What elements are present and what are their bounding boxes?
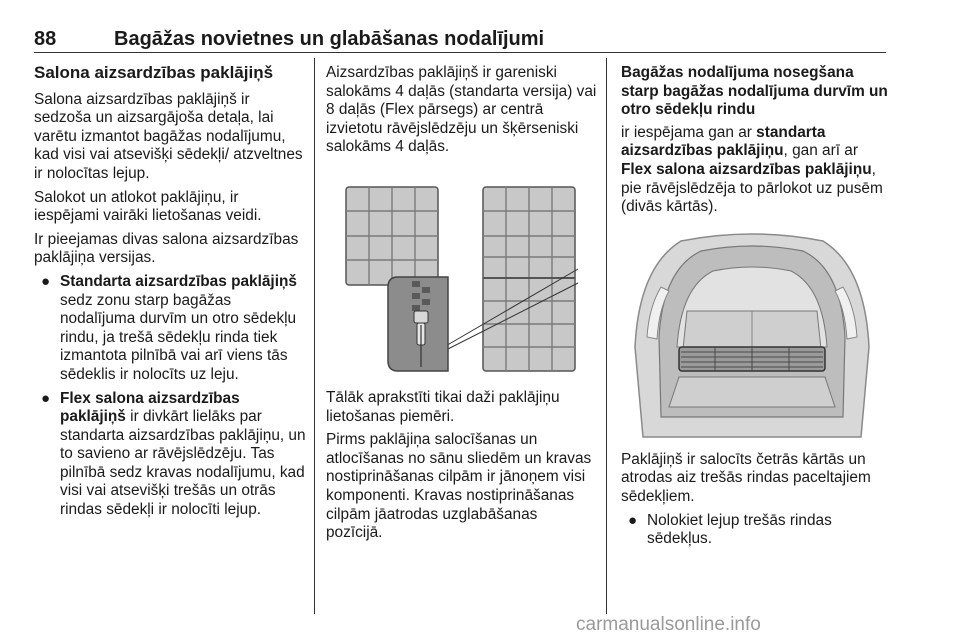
- page-number: 88: [34, 28, 57, 50]
- mat-zipper-illustration: [326, 169, 598, 381]
- trunk-illustration: [621, 227, 883, 439]
- paragraph-preparation: Pirms paklājiņa salocīšanas un atlocīšanas no sānu sliedēm un kravas nostiprināšanas cilpām ir jānoņem visi komponenti. Kravas nostiprināšanas cilpām jāatrodas uzglabāšanas pozīcijā.: [326, 431, 592, 542]
- column-middle: [326, 64, 598, 548]
- description-standard-mat: sedz zonu starp bagāžas nodalījuma durvīm un otro sēdekļu rindu, ja trešā sēdekļu rinda tiek izmantota pilnībā vai arī viens tās sēdeklis ir nolocīts uz leju.: [60, 291, 297, 383]
- term-flex-mat: Flex salona aizsardzības paklājiņu: [621, 160, 872, 178]
- bullet-icon: ●: [41, 389, 51, 407]
- paragraph-folded-position: Paklājiņš ir salocīts četrās kārtās un atrodas aiz trešās rindas paceltajiem sēdekļiem.: [621, 450, 871, 505]
- column-divider-left: [314, 58, 315, 614]
- subsection-title: Bagāžas nodalījuma nosegšana starp bagāžas nodalījuma durvīm un otro sēdekļu rindu: [621, 64, 888, 119]
- term-flex-mat: Flex salona aizsardzības paklājiņš: [60, 389, 240, 426]
- description-flex-mat: ir divkārt lielāks par standarta aizsardzības paklājiņu, un to savieno ar rāvējslēdzēju. Tas pilnībā sedz kravas nodalījumu, kad visi vai atsevišķi trešās un otrās rindas sēdekļi ir nolocīti lejup.: [60, 408, 306, 519]
- column-left: [34, 64, 306, 525]
- page-title: Bagāžas novietnes un glabāšanas nodalījumi: [114, 28, 545, 50]
- term-standard-mat: Standarta aizsardzības paklājiņš: [60, 272, 297, 290]
- paragraph-intro: Salona aizsardzības paklājiņš ir sedzoša un aizsargājoša detaļa, lai varētu izmantot bagāžas nodalījumu, kad visi vai atsevišķi sēdekļi/ atzveltnes ir nolocītas lejup.: [34, 90, 303, 182]
- paragraph-folding: Aizsardzības paklājiņš ir gareniski salokāms 4 daļās (standarta versija) vai 8 daļās (Flex pārsegs) ar centrā izvietotu rāvējslēdzēju un šķērseniski salokāms 4 daļās.: [326, 64, 597, 156]
- paragraph-examples: Tālāk aprakstīti tikai daži paklājiņu lietošanas piemēri.: [326, 388, 560, 425]
- list-item-flex-mat: [34, 390, 306, 520]
- column-divider-right: [606, 58, 607, 614]
- zipper-icon: [388, 277, 448, 371]
- mat-left-grid-icon: [346, 187, 438, 285]
- watermark: carmanualsonline.info: [576, 614, 761, 635]
- instruction-fold-third-row: Nolokiet lejup trešās rindas sēdekļus.: [647, 511, 832, 548]
- paragraph-usage: Salokot un atlokot paklājiņu, ir iespējami vairāki lietošanas veidi.: [34, 188, 262, 225]
- bullet-icon: ●: [41, 272, 51, 290]
- paragraph-cover-options: ir iespējama gan ar standarta aizsardzības paklājiņu, gan arī ar Flex salona aizsardzības paklājiņu, pie rāvējslēdzēja to pārlokot uz pusēm (divās kārtās).: [621, 123, 883, 216]
- list-item-standard-mat: [34, 273, 306, 385]
- term-standard-mat: standarta aizsardzības paklājiņu: [621, 123, 826, 160]
- bullet-icon: ●: [628, 511, 638, 529]
- page-header: [34, 30, 886, 53]
- column-right: [621, 64, 889, 554]
- section-title: Salona aizsardzības paklājiņš: [34, 63, 274, 82]
- folded-mat-icon: [679, 347, 825, 371]
- list-item-fold-third-row: [621, 512, 889, 549]
- paragraph-versions: Ir pieejamas divas salona aizsardzības paklājiņa versijas.: [34, 230, 299, 267]
